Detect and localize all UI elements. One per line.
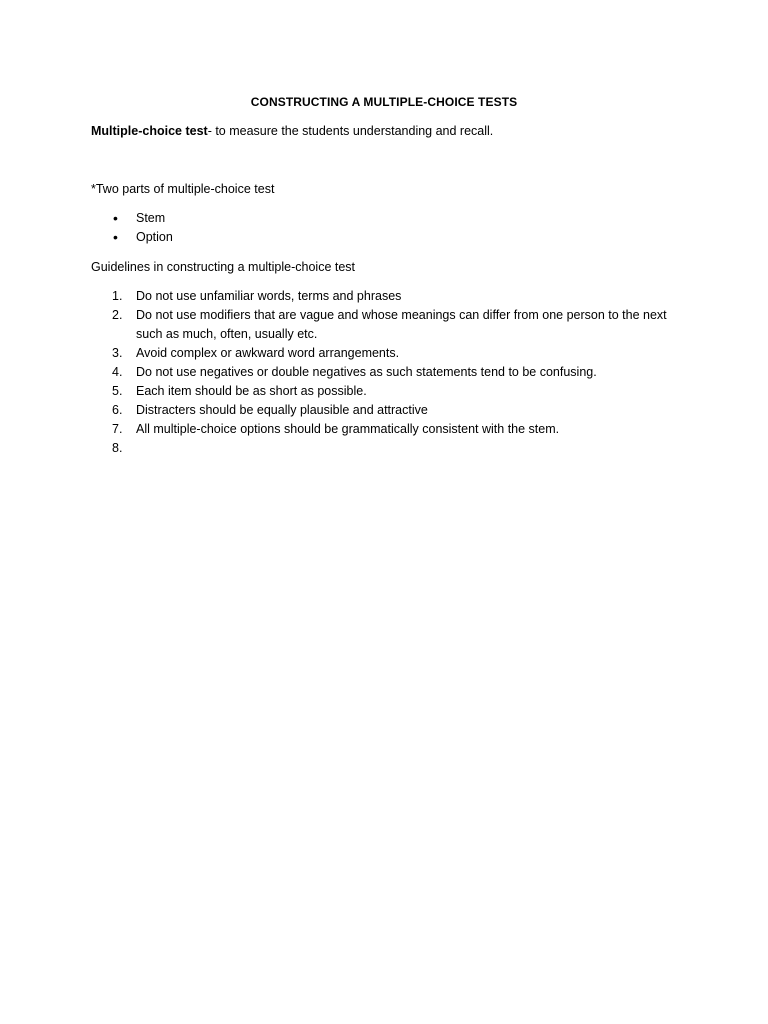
guidelines-heading: Guidelines in constructing a multiple-choice test [91, 260, 356, 274]
list-item [91, 228, 173, 247]
parts-heading: *Two parts of multiple-choice test [91, 182, 275, 196]
item-number: 7. [112, 422, 123, 436]
item-text: Do not use modifiers that are vague and whose meanings can differ from one person to the next such as much, often, usually etc. [136, 308, 667, 341]
item-text: Do not use negatives or double negatives as such statements tend to be confusing. [136, 365, 597, 379]
item-number: 1. [112, 289, 123, 303]
guidelines-list [91, 287, 691, 458]
list-item [91, 363, 691, 382]
part-label: Stem [136, 211, 166, 225]
list-item [91, 287, 691, 306]
document-title: CONSTRUCTING A MULTIPLE-CHOICE TESTS [250, 95, 518, 109]
item-number: 8. [112, 441, 123, 455]
list-item [91, 439, 691, 458]
item-text: Do not use unfamiliar words, terms and phrases [136, 289, 402, 303]
list-item [91, 306, 691, 344]
item-number: 2. [112, 308, 123, 322]
item-text: Distracters should be equally plausible and attractive [136, 403, 428, 417]
item-text: Avoid complex or awkward word arrangements. [136, 346, 400, 360]
definition-term: Multiple-choice test [91, 124, 208, 138]
item-text: Each item should be as short as possible. [136, 384, 367, 398]
item-number: 4. [112, 365, 123, 379]
bullet-icon: • [113, 210, 118, 226]
definition-text: - to measure the students understanding and recall. [207, 124, 494, 138]
part-label: Option [136, 230, 173, 244]
item-number: 5. [112, 384, 123, 398]
item-number: 3. [112, 346, 123, 360]
list-item [91, 420, 691, 439]
item-text: All multiple-choice options should be grammatically consistent with the stem. [136, 422, 560, 436]
list-item [91, 382, 691, 401]
item-number: 6. [112, 403, 123, 417]
list-item [91, 209, 173, 228]
parts-list [91, 209, 173, 247]
list-item [91, 401, 691, 420]
list-item [91, 344, 691, 363]
bullet-icon: • [113, 229, 118, 245]
definition-paragraph [91, 122, 493, 141]
